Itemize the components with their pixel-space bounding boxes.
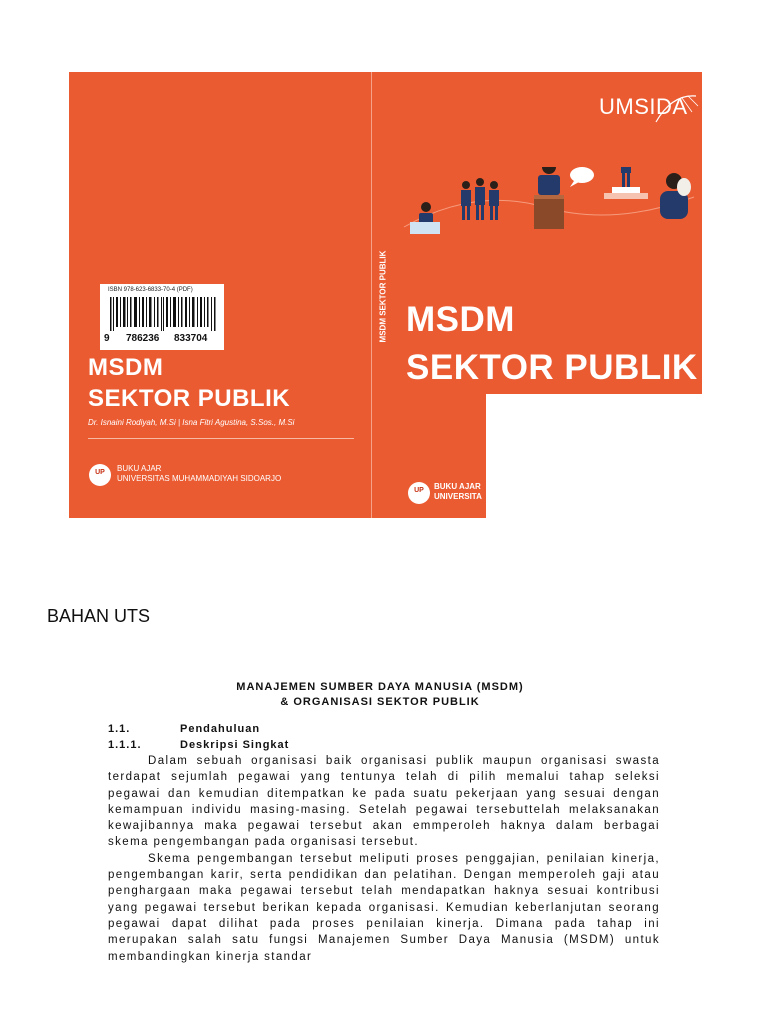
front-title-line2: SEKTOR PUBLIK [406,348,698,387]
back-publisher-line2: UNIVERSITAS MUHAMMADIYAH SIDOARJO [117,474,282,483]
section-number-1: 1.1. [108,723,131,735]
barcode-digit-prefix: 9 [104,333,110,344]
front-title-line1: MSDM [406,300,515,339]
back-publisher-line1: BUKU AJAR [117,464,162,473]
up-logo-text: UP [95,469,105,476]
paragraph-2: Skema pengembangan tersebut meliputi proses penggajian, penilaian kinerja, pengembangan karir, serta pendidikan dan pelatihan. Dengan memperoleh gaji atau penghargaan maka pegawai tersebut telah mendapatkan haknya sesuai kontribusi yang pegawai tersebut berikan kepada organisasi. Kemudian keberlanjutan seorang pegawai dapat dilihat pada proses penilaian kinerja. Dimana pada tahap ini merupakan salah satu fungsi Manajemen Sumber Daya Manusia (MSDM) untuk membandingkan kinerja standar [108,852,660,963]
chapter-heading [100,680,660,710]
body-text [108,753,660,965]
spine-title: MSDM SEKTOR PUBLIK [378,250,388,343]
back-cover [69,72,371,518]
barcode-digit-group-2: 833704 [174,333,208,344]
front-publisher-line1: BUKU AJAR [434,482,481,491]
back-divider [88,438,354,439]
document-label: BAHAN UTS [47,606,151,626]
barcode-digit-group-1: 786236 [126,333,160,344]
book-cover-image [69,72,702,518]
up-logo-icon [408,482,430,504]
up-logo-icon [89,464,111,486]
back-authors: Dr. Isnaini Rodiyah, M.Si | Isna Fitri Agustina, S.Sos., M.Si [88,418,295,427]
back-title-line2: SEKTOR PUBLIK [88,385,291,412]
umsida-brand: UMSIDA [599,94,688,119]
back-publisher [117,464,281,484]
barcode-bars [108,297,216,331]
up-logo-text-front: UP [414,487,424,494]
front-publisher [434,482,482,502]
chapter-heading-line2: & ORGANISASI SEKTOR PUBLIK [280,696,480,708]
section-number-2: 1.1.1. [108,739,142,751]
paragraph-1: Dalam sebuah organisasi baik organisasi publik maupun organisasi swasta terdapat sejumlah pegawai yang tentunya telah di pilih memalui tahap seleksi pegawai dan kemudian ditempatkan ke pada suatu pekerjaan yang sesuai dengan kemampuan individu masing-masing. Setelah pegawai tersebuttelah melaksanakan kewajibannya maka pegawai tersebut akan emmperoleh haknya dalam berbagai skema pengembangan pada organisasi tersebut. [108,755,660,849]
chapter-heading-line1: MANAJEMEN SUMBER DAYA MANUSIA (MSDM) [236,681,524,693]
book-spine [371,72,395,518]
front-publisher-line2: UNIVERSITA [434,492,482,501]
isbn-barcode [100,284,224,350]
front-cover [394,72,702,518]
section-title-2: Deskripsi Singkat [180,739,290,751]
section-title-1: Pendahuluan [180,723,261,735]
people-illustration [394,167,702,277]
back-title-line1: MSDM [88,354,164,381]
isbn-text: ISBN 978-623-6833-70-4 (PDF) [108,287,193,293]
